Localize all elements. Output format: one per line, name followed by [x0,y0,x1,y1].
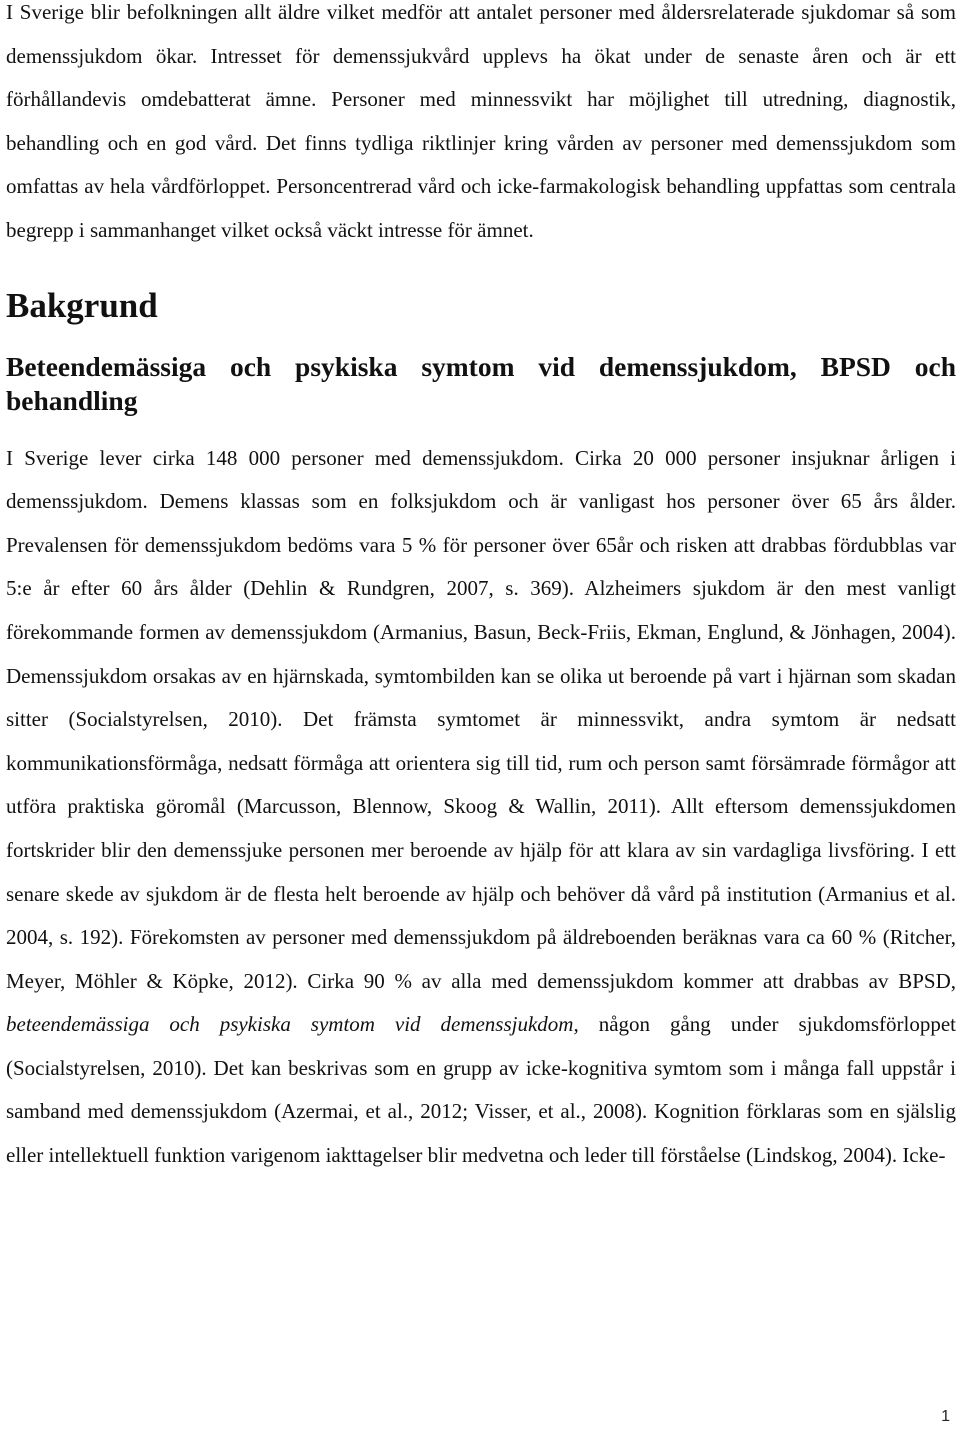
body-paragraph [6,437,956,1178]
page-number: 1 [941,1408,950,1425]
section-heading: Bakgrund [6,285,158,325]
document-page [6,0,956,1178]
body-text-start: I Sverige lever cirka 148 000 personer med demenssjukdom. Cirka 20 000 personer insjuknar årligen i demenssjukdom. Demens klassas som en folksjukdom och är vanligast hos personer över 65 års ålder. Prevalensen för demenssjukdom bedöms vara 5 % för personer över 65år och risken att drabbas fördubblas var 5:e år efter 60 års ålder (Dehlin & Rundgren, 2007, s. 369). Alzheimers sjukdom är den mest vanligt förekommande formen av demenssjukdom (Armanius, Basun, Beck-Friis, Ekman, Englund, & Jönhagen, 2004). Demenssjukdom orsakas av en hjärnskada, symtombilden kan se olika ut beroende på vart i hjärnan som skadan sitter (Socialstyrelsen, 2010). Det främsta symtomet är minnessvikt, andra symtom är nedsatt kommunikationsförmåga, nedsatt förmåga att orientera sig till tid, rum och person samt försämrade förmågor att utföra praktiska göromål (Marcusson, Blennow, Skoog & Wallin, 2011). Allt eftersom demenssjukdomen fortskrider blir den demenssjuke personen mer beroende av hjälp för att klara av sin vardagliga livsföring. I ett senare skede av sjukdom är de flesta helt beroende av hjälp och behöver då vård på institution (Armanius et al. 2004, s. 192). Förekomsten av personer med demenssjukdom på äldreboenden beräknas vara ca 60 % (Ritcher, Meyer, Möhler & Köpke, 2012). Cirka 90 % av alla med demenssjukdom kommer att drabbas av BPSD, [6,445,956,993]
subsection-heading: Beteendemässiga och psykiska symtom vid demenssjukdom, BPSD och behandling [6,350,956,416]
body-text-italic-term: beteendemässiga och psykiska symtom vid demenssjukdom, [6,1012,579,1037]
intro-paragraph: I Sverige blir befolkningen allt äldre vilket medför att antalet personer med åldersrelaterade sjukdomar så som demenssjukdom ökar. Intresset för demenssjukvård upplevs ha ökat under de senaste åren och är ett förhållandevis omdebatterat ämne. Personer med minnessvikt har möjlighet till utredning, diagnostik, behandling och en god vård. Det finns tydliga riktlinjer kring vården av personer med demenssjukdom som omfattas av hela vårdförloppet. Personcentrerad vård och icke-farmakologisk behandling uppfattas som centrala begrepp i sammanhanget vilket också väckt intresse för ämnet. [6,0,956,242]
body-text-end: någon gång under sjukdomsförloppet (Socialstyrelsen, 2010). Det kan beskrivas som en grupp av icke-kognitiva symtom som i många fall uppstår i samband med demenssjukdom (Azermai, et al., 2012; Visser, et al., 2008). Kognition förklaras som en själslig eller intellektuell funktion varigenom iakttagelser blir medvetna och leder till förståelse (Lindskog, 2004). Icke- [6,1012,956,1168]
